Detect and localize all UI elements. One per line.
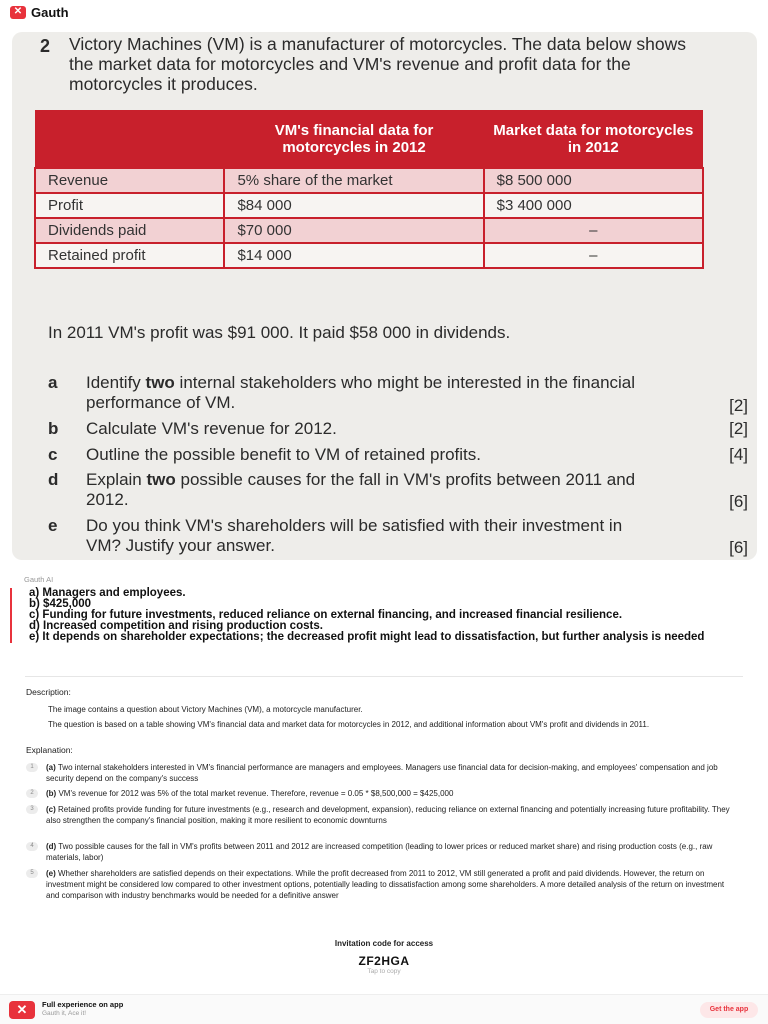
- question-number: 2: [40, 36, 51, 56]
- part-marks: [6]: [729, 538, 748, 557]
- answer-line: e) It depends on shareholder expectations; the decreased profit might lead to dissatisfaction, but further analysis is needed: [29, 631, 705, 643]
- market-value: –: [484, 243, 703, 268]
- step-text: (e) Whether shareholders are satisfied depends on their expectations. While the profit decreased from 2011 to 2012, VM still generated a profit and paid dividends. However, the return on investment might be considered low compared to other investment options, potentially leading to dissatisfaction among some shareholders. A more detailed analysis of the return on investment and comparison with industry benchmarks would be needed for a definitive answer: [46, 869, 725, 900]
- brand-name: Gauth: [31, 4, 69, 20]
- part-marks: [4]: [729, 445, 748, 464]
- step-number: 3: [26, 805, 38, 814]
- step-text: (a) Two internal stakeholders interested in VM's financial performance are managers and employees. Managers use financial data for decision-making, and employees' compensation and job security depend on the company's success: [46, 763, 718, 783]
- row-label: Retained profit: [35, 243, 224, 268]
- part-text: Do you think VM's shareholders will be satisfied with their investment in VM? Justify your answer.: [86, 516, 623, 555]
- answer-block: [10, 588, 750, 643]
- step-number: 5: [26, 869, 38, 878]
- row-label: Dividends paid: [35, 218, 224, 243]
- invitation-code[interactable]: ZF2HGA: [358, 954, 410, 968]
- part-marks: [2]: [729, 396, 748, 415]
- get-app-button[interactable]: Get the app: [700, 1002, 758, 1018]
- part-letter: a: [48, 373, 58, 392]
- description-paragraph: The image contains a question about Victory Machines (VM), a motorcycle manufacturer.: [48, 705, 363, 714]
- gauth-app-icon: ✕: [9, 1001, 35, 1019]
- app-header: [0, 0, 768, 24]
- step-text: (d) Two possible causes for the fall in VM's profits between 2011 and 2012 are increased competition (leading to lower prices or reduced market share) and rising production costs (e.g., raw materials, labor): [46, 842, 713, 862]
- table-row: [35, 218, 703, 243]
- part-text: Identify two internal stakeholders who might be interested in the financial performance of VM.: [86, 373, 636, 412]
- step-text: (c) Retained profits provide funding for future investments (e.g., research and development, expansion), reducing reliance on external financing and potentially increasing future profitability. They also strengthen the company's financial position, making it more resilient to economic downturns: [46, 805, 730, 825]
- part-text: Calculate VM's revenue for 2012.: [86, 419, 337, 438]
- app-promo-footer: [0, 994, 768, 1024]
- step-number: 4: [26, 842, 38, 851]
- question-intro: Victory Machines (VM) is a manufacturer of motorcycles. The data below shows the market data for motorcycles and VM's revenue and profit data for the motorcycles it produces.: [69, 34, 686, 94]
- table-header-row: [35, 110, 703, 168]
- part-text: Explain two possible causes for the fall in VM's profits between 2011 and 2012.: [86, 470, 636, 509]
- row-label: Revenue: [35, 168, 224, 193]
- part-letter: d: [48, 470, 59, 489]
- table-row: [35, 243, 703, 268]
- promo-title: Full experience on app: [42, 1000, 124, 1009]
- row-label: Profit: [35, 193, 224, 218]
- step-text: (b) VM's revenue for 2012 was 5% of the total market revenue. Therefore, revenue = 0.05 * $8,500,000 = $425,000: [46, 789, 454, 798]
- description-paragraph: The question is based on a table showing VM's financial data and market data for motorcycles in 2012, and additional information about VM's profit and dividends in 2011.: [48, 720, 650, 729]
- vm-value: $84 000: [224, 193, 483, 218]
- market-value: $8 500 000: [484, 168, 703, 193]
- part-marks: [6]: [729, 492, 748, 511]
- answer-line: c) Funding for future investments, reduced reliance on external financing, and increased financial resilience.: [29, 609, 623, 621]
- part-letter: e: [48, 516, 58, 535]
- info-2011: In 2011 VM's profit was $91 000. It paid $58 000 in dividends.: [48, 323, 511, 342]
- tap-to-copy-hint[interactable]: Tap to copy: [367, 968, 401, 975]
- answer-source-label: Gauth AI: [24, 575, 54, 584]
- divider: [25, 676, 743, 677]
- invitation-label: Invitation code for access: [334, 939, 434, 948]
- step-number: 2: [26, 789, 38, 798]
- answer-line: a) Managers and employees.: [29, 587, 186, 599]
- table-row: [35, 193, 703, 218]
- table-header-vm: VM's financial data for motorcycles in 2012: [224, 110, 483, 168]
- table-header-blank: [35, 110, 224, 168]
- table-header-market: Market data for motorcycles in 2012: [484, 110, 703, 168]
- market-value: –: [484, 218, 703, 243]
- table-row: [35, 168, 703, 193]
- financial-data-table: [34, 110, 704, 269]
- vm-value: 5% share of the market: [224, 168, 483, 193]
- answer-line: b) $425,000: [29, 598, 92, 610]
- vm-value: $14 000: [224, 243, 483, 268]
- part-letter: b: [48, 419, 59, 438]
- description-heading: Description:: [26, 687, 71, 697]
- promo-subtitle: Gauth it, Ace it!: [42, 1010, 87, 1017]
- market-value: $3 400 000: [484, 193, 703, 218]
- part-letter: c: [48, 445, 58, 464]
- answer-line: d) Increased competition and rising production costs.: [29, 620, 323, 632]
- gauth-logo-icon: ✕: [10, 6, 26, 19]
- vm-value: $70 000: [224, 218, 483, 243]
- part-marks: [2]: [729, 419, 748, 438]
- question-image: [12, 32, 757, 560]
- part-text: Outline the possible benefit to VM of retained profits.: [86, 445, 482, 464]
- explanation-heading: Explanation:: [26, 745, 73, 755]
- step-number: 1: [26, 763, 38, 772]
